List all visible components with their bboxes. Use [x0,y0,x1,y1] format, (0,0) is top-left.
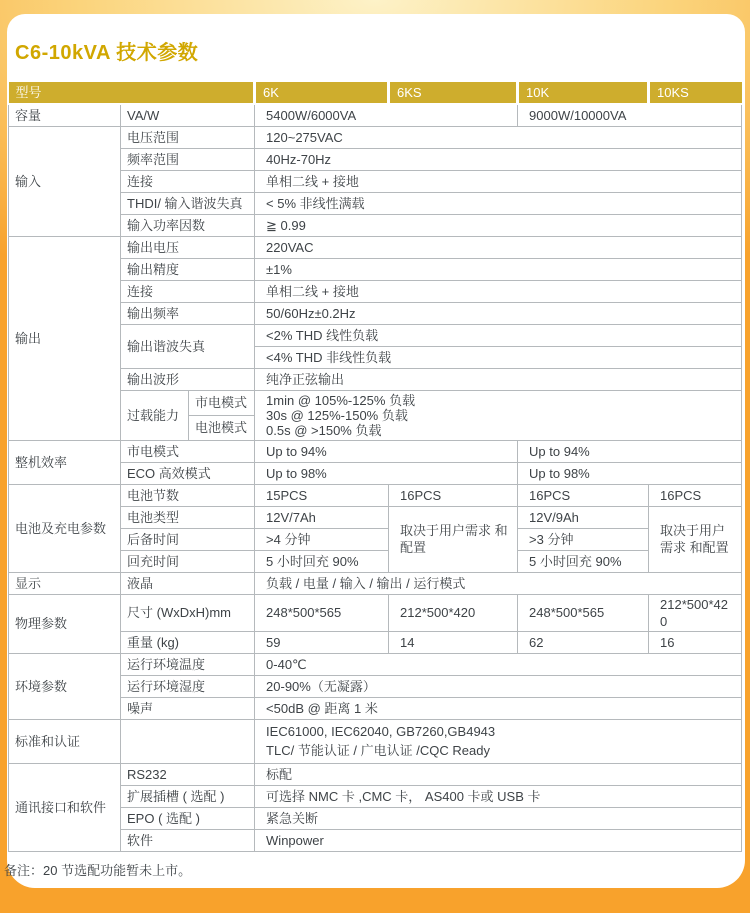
cell-output-connection: 单相二线 + 接地 [255,280,742,302]
col-header-10ks: 10KS [649,82,742,104]
cell-dim-6ks: 212*500*420 [389,594,518,631]
param-battery-count: 电池节数 [121,484,255,506]
cell-rs232: 标配 [255,763,742,785]
table-row [9,126,742,148]
param-weight: 重量 (kg) [121,631,255,653]
cell-noise: <50dB @ 距离 1 米 [255,697,742,719]
param-output-connection: 连接 [121,280,255,302]
cell-recharge-10k: 5 小时回充 90% [518,550,649,572]
cell-software: Winpower [255,829,742,851]
section-label-physical: 物理参数 [9,594,121,653]
param-input-connection: 连接 [121,170,255,192]
param-freq-range: 频率范围 [121,148,255,170]
standards-line-1: IEC61000, IEC62040, GB7260,GB4943 [266,724,496,739]
param-thdi: THDI/ 输入谐波失真 [121,192,255,214]
cell-output-waveform: 纯净正弦输出 [255,368,742,390]
cell-battery-count-10k: 16PCS [518,484,649,506]
cell-battery-count-6k: 15PCS [255,484,389,506]
param-expansion-slot: 扩展插槽 ( 选配 ) [121,785,255,807]
col-header-6ks: 6KS [389,82,518,104]
overload-line-1: 1min @ 105%-125% 负载 [266,392,416,408]
section-label-comms: 通讯接口和软件 [9,763,121,851]
cell-power-factor: ≧ 0.99 [255,214,742,236]
cell-weight-10ks: 16 [649,631,742,653]
cell-battery-count-10ks: 16PCS [649,484,742,506]
overload-line-2: 30s @ 125%-150% 负载 [266,407,408,423]
cell-freq-range: 40Hz-70Hz [255,148,742,170]
cell-op-temp: 0-40℃ [255,653,742,675]
cell-weight-10k: 62 [518,631,649,653]
cell-harmonics-linear: <2% THD 线性负载 [255,324,742,346]
cell-dim-6k: 248*500*565 [255,594,389,631]
table-row [9,653,742,675]
cell-capacity-10k: 9000W/10000VA [518,104,742,126]
cell-eff-mains-6k: Up to 94% [255,440,518,462]
param-eff-eco: ECO 高效模式 [121,462,255,484]
section-label-battery: 电池及充电参数 [9,484,121,572]
param-output-harmonics: 输出谐波失真 [121,324,255,368]
param-lcd: 液晶 [121,572,255,594]
table-row [9,572,742,594]
cell-harmonics-nonlinear: <4% THD 非线性负载 [255,346,742,368]
table-row [9,440,742,462]
cell-recharge-6k: 5 小时回充 90% [255,550,389,572]
param-backup-time: 后备时间 [121,528,255,550]
cell-battery-type-6k: 12V/7Ah [255,506,389,528]
cell-battery-type-10k: 12V/9Ah [518,506,649,528]
param-power-factor: 输入功率因数 [121,214,255,236]
section-label-capacity: 容量 [9,104,121,126]
cell-battery-custom-10ks: 取决于用户需求 和配置 [649,506,742,572]
param-overload-mains-mode: 市电模式 [189,390,255,415]
cell-dim-10k: 248*500*565 [518,594,649,631]
cell-input-connection: 单相二线 + 接地 [255,170,742,192]
param-battery-type: 电池类型 [121,506,255,528]
cell-eff-eco-6k: Up to 98% [255,462,518,484]
cell-expansion-slot: 可选择 NMC 卡 ,CMC 卡， AS400 卡或 USB 卡 [255,785,742,807]
section-label-environment: 环境参数 [9,653,121,719]
section-label-input: 输入 [9,126,121,236]
cell-battery-count-6ks: 16PCS [389,484,518,506]
table-row [9,236,742,258]
cell-backup-10k: >3 分钟 [518,528,649,550]
cell-capacity-6k: 5400W/6000VA [255,104,518,126]
cell-dim-10ks: 212*500*420 [649,594,742,631]
spec-table [8,82,742,852]
param-output-precision: 输出精度 [121,258,255,280]
param-overload-battery-mode: 电池模式 [189,415,255,440]
col-header-6k: 6K [255,82,389,104]
cell-thdi: < 5% 非线性满载 [255,192,742,214]
param-voltage-range: 电压范围 [121,126,255,148]
param-dimensions: 尺寸 (WxDxH)mm [121,594,255,631]
cell-epo: 紧急关断 [255,807,742,829]
param-va-w: VA/W [121,104,255,126]
cell-output-frequency: 50/60Hz±0.2Hz [255,302,742,324]
cell-voltage-range: 120~275VAC [255,126,742,148]
param-software: 软件 [121,829,255,851]
overload-line-3: 0.5s @ >150% 负载 [266,422,382,438]
cell-weight-6ks: 14 [389,631,518,653]
cell-output-voltage: 220VAC [255,236,742,258]
param-overload: 过载能力 [121,390,189,440]
section-label-efficiency: 整机效率 [9,440,121,484]
param-output-voltage: 输出电压 [121,236,255,258]
cell-standards-value [255,719,742,763]
section-label-output: 输出 [9,236,121,440]
col-header-10k: 10K [518,82,649,104]
cell-lcd-value: 负载 / 电量 / 输入 / 输出 / 运行模式 [255,572,742,594]
cell-weight-6k: 59 [255,631,389,653]
footer-note: 备注：20 节选配功能暂未上市。 [4,862,192,878]
param-recharge-time: 回充时间 [121,550,255,572]
param-noise: 噪声 [121,697,255,719]
param-op-temp: 运行环境温度 [121,653,255,675]
table-row [9,594,742,631]
section-label-display: 显示 [9,572,121,594]
section-label-standards: 标准和认证 [9,719,121,763]
param-eff-mains: 市电模式 [121,440,255,462]
cell-eff-mains-10k: Up to 94% [518,440,742,462]
table-row [9,104,742,126]
table-row [9,484,742,506]
spec-sheet-card [4,14,745,888]
param-rs232: RS232 [121,763,255,785]
cell-output-precision: ±1% [255,258,742,280]
table-row [9,719,742,763]
param-op-humidity: 运行环境湿度 [121,675,255,697]
standards-line-2: TLC/ 节能认证 / 广电认证 /CQC Ready [266,743,490,758]
cell-battery-custom-6ks: 取决于用户需求 和配置 [389,506,518,572]
param-output-frequency: 输出频率 [121,302,255,324]
cell-backup-6k: >4 分钟 [255,528,389,550]
param-output-waveform: 输出波形 [121,368,255,390]
cell-eff-eco-10k: Up to 98% [518,462,742,484]
table-header-row [9,82,742,104]
param-epo: EPO ( 选配 ) [121,807,255,829]
col-header-model: 型号 [9,82,255,104]
cell-overload-values [255,390,742,440]
table-row [9,763,742,785]
cell-op-humidity: 20-90%（无凝露） [255,675,742,697]
cell-standards-empty [121,719,255,763]
page-title: C6-10kVA 技术参数 [15,42,199,64]
